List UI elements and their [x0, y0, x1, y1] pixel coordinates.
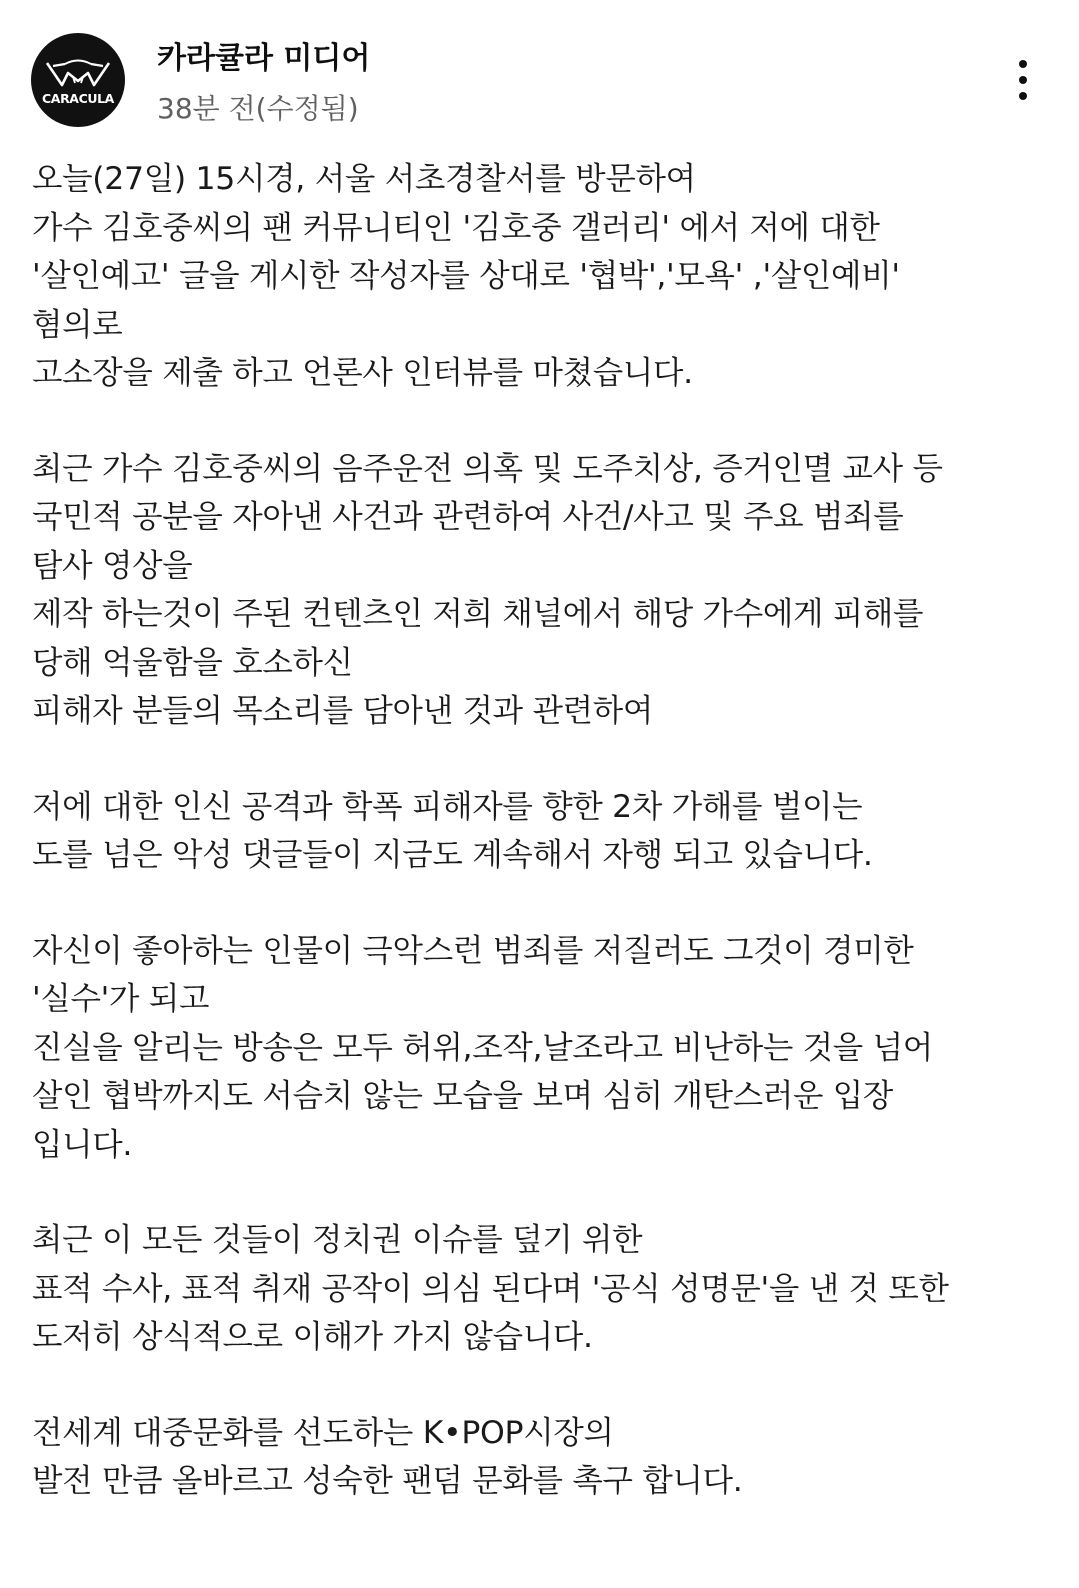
more-vert-icon [1019, 60, 1027, 68]
post-text-line: 당해 억울함을 호소하신 [32, 644, 353, 681]
post-text-line: 혐의로 [32, 306, 123, 343]
post-text-line: 진실을 알리는 방송은 모두 허위,조작,날조라고 비난하는 것을 넘어 [32, 1029, 933, 1066]
post-text-line: 탐사 영상을 [32, 547, 193, 584]
post-timestamp: 38분 전(수정됨) [157, 92, 359, 125]
post-text-line: 국민적 공분을 자아낸 사건과 관련하여 사건/사고 및 주요 범죄를 [32, 499, 904, 535]
more-vert-icon-dot [1019, 92, 1027, 100]
post-text-line: 표적 수사, 표적 취재 공작이 의심 된다며 '공식 성명문'을 낸 것 또한 [32, 1270, 949, 1307]
caracula-logo-icon [31, 33, 125, 127]
post-text-line: 자신이 좋아하는 인물이 극악스런 범죄를 저질러도 그것이 경미한 [32, 932, 914, 969]
post-text-line: 도저히 상식적으로 이해가 가지 않습니다. [32, 1319, 593, 1355]
post-paragraph [32, 783, 1052, 880]
post-paragraph [32, 927, 1052, 1170]
post-paragraph [32, 1409, 1052, 1506]
post-text-line: 입니다. [32, 1126, 133, 1163]
post-body [32, 155, 1052, 1553]
post-text-line: 저에 대한 인신 공격과 학폭 피해자를 향한 2차 가해를 벌이는 [32, 788, 863, 825]
post-text-line: '실수'가 되고 [32, 981, 210, 1017]
post-text-line: '살인예고' 글을 게시한 작성자를 상대로 '협박','모욕' ,'살인예비' [32, 258, 900, 294]
post-paragraph [32, 155, 1052, 398]
post-text-line: 발전 만큼 올바르고 성숙한 팬덤 문화를 촉구 합니다. [32, 1463, 743, 1499]
post-text-line: 오늘(27일) 15시경, 서울 서초경찰서를 방문하여 [32, 161, 696, 197]
avatar-logo-text: CARACULA [42, 91, 114, 106]
channel-avatar[interactable] [31, 33, 125, 127]
post-text-line: 고소장을 제출 하고 언론사 인터뷰를 마쳤습니다. [32, 355, 693, 391]
post-text-line: 최근 이 모든 것들이 정치권 이슈를 덮기 위한 [32, 1222, 643, 1258]
post-text-line: 살인 협박까지도 서슴치 않는 모습을 보며 심히 개탄스러운 입장 [32, 1078, 894, 1114]
post-paragraph [32, 1216, 1052, 1362]
post-header [0, 0, 1079, 150]
more-vert-icon-dot [1019, 76, 1027, 84]
post-text-line: 제작 하는것이 주된 컨텐츠인 저희 채널에서 해당 가수에게 피해를 [32, 596, 924, 632]
post-text-line: 전세계 대중문화를 선도하는 K•POP시장의 [32, 1414, 614, 1451]
post-paragraph [32, 445, 1052, 736]
post-text-line: 도를 넘은 악성 댓글들이 지금도 계속해서 자행 되고 있습니다. [32, 837, 873, 873]
post-text-line: 최근 가수 김호중씨의 음주운전 의혹 및 도주치상, 증거인멸 교사 등 [32, 450, 943, 487]
post-text-line: 가수 김호중씨의 팬 커뮤니티인 '김호중 갤러리' 에서 저에 대한 [32, 209, 880, 246]
post-text-line: 피해자 분들의 목소리를 담아낸 것과 관련하여 [32, 693, 654, 729]
more-options-button[interactable] [1002, 55, 1044, 105]
channel-name[interactable]: 카라큘라 미디어 [157, 41, 371, 76]
